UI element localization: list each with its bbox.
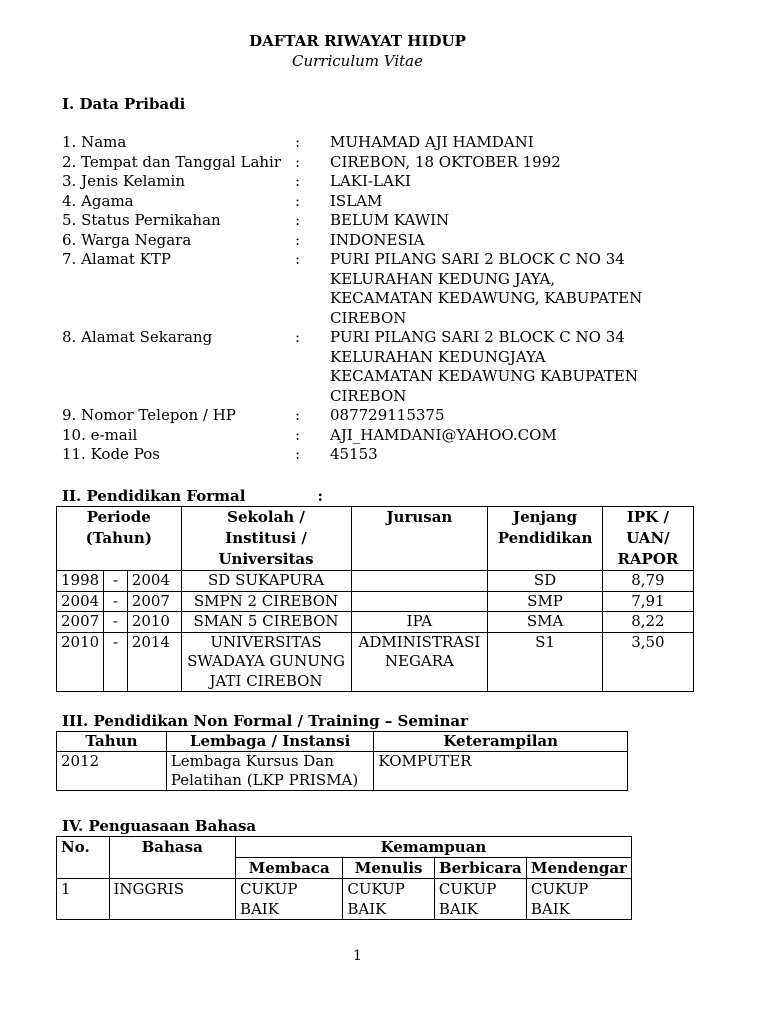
formal-education-header-row	[57, 507, 694, 571]
header-year: Tahun	[57, 732, 167, 752]
field-label: 2. Tempat dan Tanggal Lahir	[62, 152, 282, 171]
table-row	[57, 612, 694, 633]
personal-data-row	[62, 133, 712, 153]
header-major: Jurusan	[351, 507, 488, 571]
school-name: SMAN 5 CIREBON	[181, 612, 351, 633]
period-end: 2014	[127, 632, 181, 692]
period-end: 2010	[127, 612, 181, 633]
language-name: INGGRIS	[109, 879, 235, 920]
personal-data-list	[62, 133, 712, 465]
field-separator: :	[295, 425, 301, 444]
field-value: PURI PILANG SARI 2 BLOCK C NO 34 KELURAHAN KEDUNG JAYA, KECAMATAN KEDAWUNG, KABUPATEN CIREBON	[330, 250, 643, 327]
period-dash: -	[104, 612, 128, 633]
field-value: ISLAM	[330, 191, 383, 210]
field-label: 1. Nama	[62, 133, 127, 151]
score: 8,22	[602, 612, 693, 633]
education-level: SMA	[488, 612, 603, 633]
personal-data-row	[62, 172, 712, 192]
non-formal-header-row	[57, 732, 628, 752]
header-no: No.	[57, 837, 110, 879]
field-separator: :	[295, 406, 301, 424]
document-subtitle: Curriculum Vitae	[291, 52, 423, 70]
header-level: Jenjang Pendidikan	[488, 507, 603, 571]
personal-data-row	[62, 211, 712, 231]
period-start: 2007	[57, 612, 104, 633]
school-name: UNIVERSITAS SWADAYA GUNUNG JATI CIREBON	[181, 632, 351, 692]
header-language: Bahasa	[109, 837, 235, 879]
personal-data-row	[62, 445, 712, 465]
table-row	[57, 591, 694, 612]
personal-data-row	[62, 153, 712, 173]
field-separator: :	[295, 152, 301, 171]
field-value: AJI_HAMDANI@YAHOO.COM	[330, 425, 557, 444]
field-label: 9. Nomor Telepon / HP	[62, 406, 236, 424]
field-value: LAKI-LAKI	[330, 172, 411, 190]
major	[351, 591, 488, 612]
major: ADMINISTRASI NEGARA	[351, 632, 488, 692]
school-name: SMPN 2 CIREBON	[181, 591, 351, 612]
period-start: 2010	[57, 632, 104, 692]
period-end: 2004	[127, 571, 181, 592]
field-label: 7. Alamat KTP	[62, 250, 171, 268]
formal-education-heading-colon: :	[317, 487, 323, 505]
writing-level: CUKUP BAIK	[343, 879, 435, 920]
field-value: 45153	[330, 445, 378, 463]
major	[351, 571, 488, 592]
field-label: 6. Warga Negara	[62, 230, 192, 249]
period-dash: -	[104, 591, 128, 612]
field-separator: :	[295, 191, 301, 210]
field-label: 4. Agama	[62, 191, 134, 210]
score: 8,79	[602, 571, 693, 592]
non-formal-education-table	[56, 731, 628, 791]
page-number: 1	[353, 948, 362, 964]
header-listening: Mendengar	[526, 858, 631, 879]
header-ability: Kemampuan	[235, 837, 631, 858]
field-value: 087729115375	[330, 406, 445, 424]
header-reading: Membaca	[235, 858, 342, 879]
training-institution: Lembaga Kursus Dan Pelatihan (LKP PRISMA)	[166, 752, 374, 791]
field-separator: :	[295, 328, 301, 346]
header-writing: Menulis	[343, 858, 435, 879]
field-separator: :	[295, 172, 301, 190]
field-separator: :	[295, 211, 301, 229]
personal-data-row	[62, 406, 712, 426]
education-level: SD	[488, 571, 603, 592]
speaking-level: CUKUP BAIK	[434, 879, 526, 920]
period-start: 1998	[57, 571, 104, 592]
field-value: MUHAMAD AJI HAMDANI	[330, 133, 534, 151]
major: IPA	[351, 612, 488, 633]
field-value: INDONESIA	[330, 230, 425, 249]
field-separator: :	[295, 250, 301, 268]
score: 3,50	[602, 632, 693, 692]
personal-data-row	[62, 231, 712, 251]
field-separator: :	[295, 445, 301, 463]
header-institution: Lembaga / Instansi	[166, 732, 374, 752]
period-dash: -	[104, 571, 128, 592]
personal-data-heading: I. Data Pribadi	[62, 95, 186, 113]
personal-data-row	[62, 250, 712, 328]
field-label: 3. Jenis Kelamin	[62, 172, 185, 190]
training-skill: KOMPUTER	[374, 752, 628, 791]
header-score: IPK / UAN/ RAPOR	[602, 507, 693, 571]
field-value: BELUM KAWIN	[330, 211, 450, 229]
field-label: 8. Alamat Sekarang	[62, 328, 213, 346]
header-period: Periode (Tahun)	[57, 507, 182, 571]
header-skill: Keterampilan	[374, 732, 628, 752]
education-level: S1	[488, 632, 603, 692]
formal-education-heading-text: II. Pendidikan Formal	[62, 487, 246, 505]
field-label: 11. Kode Pos	[62, 445, 160, 463]
personal-data-row	[62, 328, 712, 406]
header-speaking: Berbicara	[434, 858, 526, 879]
period-dash: -	[104, 632, 128, 692]
field-label: 5. Status Pernikahan	[62, 211, 221, 229]
field-label: 10. e-mail	[62, 425, 138, 444]
language-header-row-1	[57, 837, 632, 858]
reading-level: CUKUP BAIK	[235, 879, 342, 920]
field-separator: :	[295, 133, 301, 151]
personal-data-row	[62, 192, 712, 212]
language-no: 1	[57, 879, 110, 920]
table-row	[57, 752, 628, 791]
formal-education-table	[56, 506, 694, 692]
language-skills-table	[56, 836, 632, 920]
formal-education-heading	[62, 487, 323, 505]
header-school: Sekolah / Institusi / Universitas	[181, 507, 351, 571]
listening-level: CUKUP BAIK	[526, 879, 631, 920]
table-row	[57, 571, 694, 592]
non-formal-education-heading: III. Pendidikan Non Formal / Training – Seminar	[62, 712, 469, 730]
table-row	[57, 632, 694, 692]
period-start: 2004	[57, 591, 104, 612]
school-name: SD SUKAPURA	[181, 571, 351, 592]
document-title: DAFTAR RIWAYAT HIDUP	[249, 32, 466, 50]
table-row	[57, 879, 632, 920]
field-value: CIREBON, 18 OKTOBER 1992	[330, 152, 561, 171]
score: 7,91	[602, 591, 693, 612]
language-skills-heading: IV. Penguasaan Bahasa	[62, 817, 257, 835]
training-year: 2012	[57, 752, 167, 791]
field-value: PURI PILANG SARI 2 BLOCK C NO 34 KELURAHAN KEDUNGJAYA KECAMATAN KEDAWUNG KABUPATEN CIREBON	[330, 328, 638, 405]
period-end: 2007	[127, 591, 181, 612]
field-separator: :	[295, 230, 301, 249]
education-level: SMP	[488, 591, 603, 612]
personal-data-row	[62, 426, 712, 446]
